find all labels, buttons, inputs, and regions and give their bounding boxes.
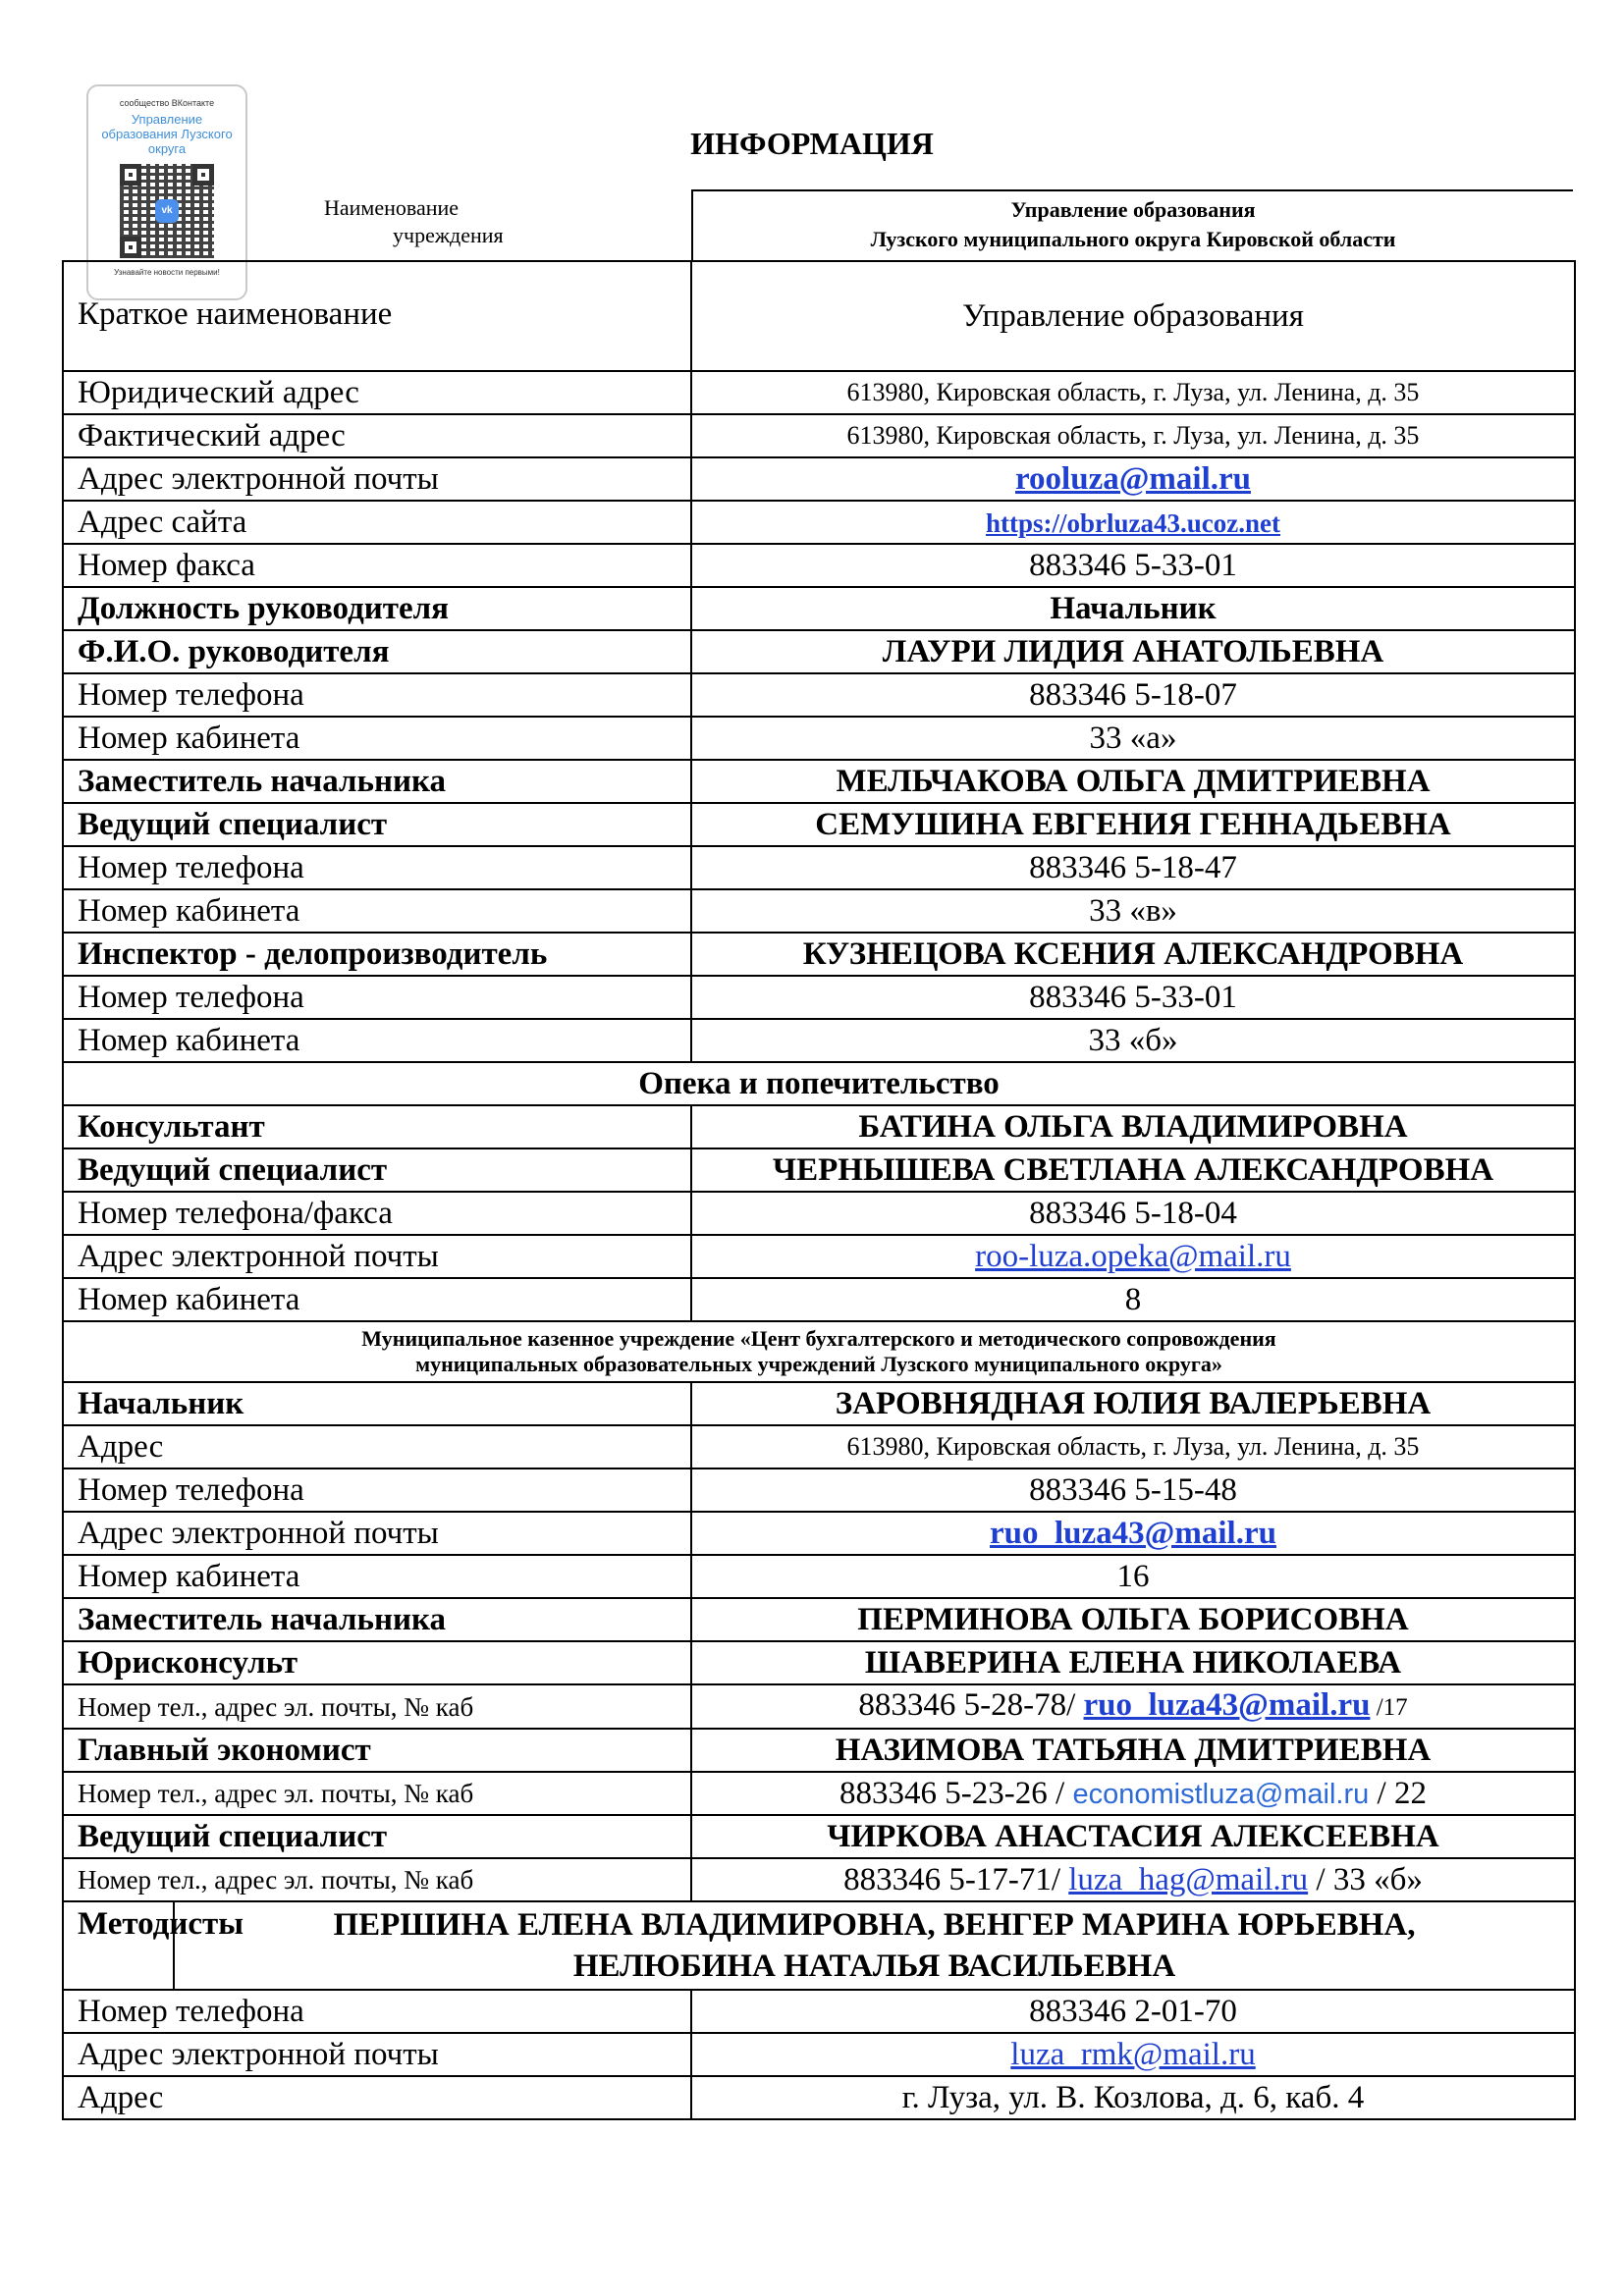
- table-row: [63, 1641, 1575, 1684]
- accounting-phone-label: Номер телефона: [63, 1468, 691, 1512]
- table-row: [63, 1425, 1575, 1468]
- inspector-room-value: 33 «б»: [691, 1019, 1575, 1062]
- accounting-email-link[interactable]: ruo_luza43@mail.ru: [990, 1516, 1276, 1551]
- guardianship-lead-spec-label: Ведущий специалист: [63, 1148, 691, 1192]
- lead-spec-value: СЕМУШИНА ЕВГЕНИЯ ГЕННАДЬЕВНА: [691, 803, 1575, 846]
- info-table: [62, 260, 1576, 2120]
- economist-phone: 883346 5-23-26 /: [839, 1775, 1073, 1811]
- lead-spec-phone-label: Номер телефона: [63, 846, 691, 889]
- table-row: [63, 1772, 1575, 1815]
- accounting-address-label: Адрес: [63, 1425, 691, 1468]
- table-row: [63, 1105, 1575, 1148]
- method-email-label: Адрес электронной почты: [63, 2033, 691, 2076]
- table-row: [63, 1321, 1575, 1382]
- qr-finder-icon: [120, 164, 141, 186]
- lawyer-contacts-value: [691, 1684, 1575, 1729]
- table-row: [63, 1512, 1575, 1555]
- accounting-lead-spec-value: ЧИРКОВА АНАСТАСИЯ АЛЕКСЕЕВНА: [691, 1815, 1575, 1858]
- accounting-section-title: [63, 1321, 1575, 1382]
- consultant-value: БАТИНА ОЛЬГА ВЛАДИМИРОВНА: [691, 1105, 1575, 1148]
- method-phone-value: 883346 2-01-70: [691, 1990, 1575, 2033]
- institution-label-line1: Наименование: [324, 195, 460, 220]
- lead-spec-label: Ведущий специалист: [63, 803, 691, 846]
- vk-icon: vk: [155, 199, 179, 223]
- accounting-head-value: ЗАРОВНЯДНАЯ ЮЛИЯ ВАЛЕРЬЕВНА: [691, 1382, 1575, 1425]
- qr-code-icon[interactable]: [120, 164, 214, 258]
- deputy-value: МЕЛЬЧАКОВА ОЛЬГА ДМИТРИЕВНА: [691, 760, 1575, 803]
- guardianship-phone-value: 883346 5-18-04: [691, 1192, 1575, 1235]
- lead-spec-room-label: Номер кабинета: [63, 889, 691, 933]
- head-name-label: Ф.И.О. руководителя: [63, 630, 691, 673]
- lawyer-room: /17: [1370, 1694, 1408, 1721]
- guardianship-email-link[interactable]: roo-luza.opeka@mail.ru: [975, 1239, 1291, 1274]
- table-row: [63, 501, 1575, 544]
- fax-value: 883346 5-33-01: [691, 544, 1575, 587]
- lawyer-email-link[interactable]: ruo_luza43@mail.ru: [1083, 1687, 1371, 1723]
- economist-email-link[interactable]: economistluza@mail.ru: [1072, 1778, 1370, 1810]
- methodists-label: Методисты: [63, 1901, 174, 1990]
- table-row: [63, 1382, 1575, 1425]
- table-row: [63, 1555, 1575, 1598]
- method-phone-label: Номер телефона: [63, 1990, 691, 2033]
- lead-spec-phone-value: 883346 5-18-47: [691, 846, 1575, 889]
- head-position-value: Начальник: [691, 587, 1575, 630]
- deputy-label: Заместитель начальника: [63, 760, 691, 803]
- table-row: [63, 717, 1575, 760]
- table-row: [63, 889, 1575, 933]
- table-row: [63, 760, 1575, 803]
- economist-room: / 22: [1369, 1775, 1427, 1811]
- inspector-value: КУЗНЕЦОВА КСЕНИЯ АЛЕКСАНДРОВНА: [691, 933, 1575, 976]
- table-row: [63, 1684, 1575, 1729]
- qr-finder-icon: [120, 237, 141, 258]
- guardianship-email-label: Адрес электронной почты: [63, 1235, 691, 1278]
- table-row: [63, 2033, 1575, 2076]
- lead-spec-phone: 883346 5-17-71/: [843, 1862, 1069, 1897]
- economist-contacts-label: Номер тел., адрес эл. почты, № каб: [63, 1772, 691, 1815]
- accounting-title-line1: Муниципальное казенное учреждение «Цент бухгалтерского и методического сопровождения: [361, 1326, 1276, 1351]
- table-row: [63, 1990, 1575, 2033]
- head-room-value: 33 «а»: [691, 717, 1575, 760]
- economist-label: Главный экономист: [63, 1729, 691, 1772]
- inspector-phone-label: Номер телефона: [63, 976, 691, 1019]
- lead-spec-room: / 33 «б»: [1308, 1862, 1423, 1897]
- inspector-phone-value: 883346 5-33-01: [691, 976, 1575, 1019]
- site-label: Адрес сайта: [63, 501, 691, 544]
- accounting-head-label: Начальник: [63, 1382, 691, 1425]
- accounting-title-line2: муниципальных образовательных учреждений Лузского муниципального округа»: [415, 1352, 1222, 1376]
- table-row: [63, 803, 1575, 846]
- methodists-line1: ПЕРШИНА ЕЛЕНА ВЛАДИМИРОВНА, ВЕНГЕР МАРИНА ЮРЬЕВНА,: [333, 1907, 1416, 1943]
- table-row: [63, 457, 1575, 501]
- table-row: [63, 1148, 1575, 1192]
- accounting-deputy-label: Заместитель начальника: [63, 1598, 691, 1641]
- table-row: [63, 1192, 1575, 1235]
- table-row: [63, 1019, 1575, 1062]
- lawyer-contacts-label: Номер тел., адрес эл. почты, № каб: [63, 1684, 691, 1729]
- accounting-email-label: Адрес электронной почты: [63, 1512, 691, 1555]
- head-phone-label: Номер телефона: [63, 673, 691, 717]
- lead-spec-contacts-value: [691, 1858, 1575, 1901]
- site-link[interactable]: https://obrluza43.ucoz.net: [986, 507, 1280, 538]
- table-row: [63, 630, 1575, 673]
- table-row: [63, 544, 1575, 587]
- method-address-value: г. Луза, ул. В. Козлова, д. 6, каб. 4: [691, 2076, 1575, 2119]
- table-row: [63, 933, 1575, 976]
- consultant-label: Консультант: [63, 1105, 691, 1148]
- lead-spec-email-link[interactable]: luza_hag@mail.ru: [1068, 1862, 1309, 1897]
- head-position-label: Должность руководителя: [63, 587, 691, 630]
- head-room-label: Номер кабинета: [63, 717, 691, 760]
- accounting-address-value: 613980, Кировская область, г. Луза, ул. Ленина, д. 35: [691, 1425, 1575, 1468]
- lawyer-label: Юрисконсульт: [63, 1641, 691, 1684]
- table-row: [63, 261, 1575, 371]
- table-row: [63, 2076, 1575, 2119]
- qr-top-text: сообщество ВКонтакте: [119, 98, 215, 108]
- accounting-deputy-value: ПЕРМИНОВА ОЛЬГА БОРИСОВНА: [691, 1598, 1575, 1641]
- inspector-label: Инспектор - делопроизводитель: [63, 933, 691, 976]
- institution-label: [324, 194, 579, 249]
- table-row: [63, 1729, 1575, 1772]
- legal-address-label: Юридический адрес: [63, 371, 691, 414]
- qr-title: Управление образования Лузского округа: [101, 112, 233, 156]
- email-link[interactable]: rooluza@mail.ru: [1015, 461, 1251, 497]
- institution-name: [691, 189, 1573, 260]
- guardianship-lead-spec-value: ЧЕРНЫШЕВА СВЕТЛАНА АЛЕКСАНДРОВНА: [691, 1148, 1575, 1192]
- qr-finder-icon: [192, 164, 214, 186]
- fax-label: Номер факса: [63, 544, 691, 587]
- page-title: ИНФОРМАЦИЯ: [690, 126, 934, 161]
- table-row: [63, 1815, 1575, 1858]
- table-row: [63, 1468, 1575, 1512]
- table-row: [63, 846, 1575, 889]
- lawyer-phone: 883346 5-28-78/: [858, 1687, 1084, 1723]
- table-row: [63, 1598, 1575, 1641]
- institution-name-line2: Лузского муниципального округа Кировской области: [870, 227, 1396, 251]
- table-row: [63, 1858, 1575, 1901]
- actual-address-label: Фактический адрес: [63, 414, 691, 457]
- method-address-label: Адрес: [63, 2076, 691, 2119]
- accounting-room-value: 16: [691, 1555, 1575, 1598]
- table-row: [63, 587, 1575, 630]
- lead-spec-contacts-label: Номер тел., адрес эл. почты, № каб: [63, 1858, 691, 1901]
- accounting-room-label: Номер кабинета: [63, 1555, 691, 1598]
- table-row: [63, 1901, 1575, 1990]
- accounting-lead-spec-label: Ведущий специалист: [63, 1815, 691, 1858]
- legal-address-value: 613980, Кировская область, г. Луза, ул. Ленина, д. 35: [691, 371, 1575, 414]
- short-name-value: Управление образования: [691, 261, 1575, 371]
- qr-bottom-text: Узнавайте новости первыми!: [114, 268, 220, 277]
- guardianship-room-value: 8: [691, 1278, 1575, 1321]
- institution-name-line1: Управление образования: [1010, 197, 1256, 222]
- actual-address-value: 613980, Кировская область, г. Луза, ул. Ленина, д. 35: [691, 414, 1575, 457]
- head-phone-value: 883346 5-18-07: [691, 673, 1575, 717]
- email-label: Адрес электронной почты: [63, 457, 691, 501]
- guardianship-phone-label: Номер телефона/факса: [63, 1192, 691, 1235]
- table-row: [63, 371, 1575, 414]
- lawyer-value: ШАВЕРИНА ЕЛЕНА НИКОЛАЕВА: [691, 1641, 1575, 1684]
- methodists-value: [174, 1901, 1575, 1990]
- method-email-link[interactable]: luza_rmk@mail.ru: [1010, 2037, 1256, 2072]
- table-row: [63, 1062, 1575, 1105]
- table-row: [63, 673, 1575, 717]
- guardianship-section-title: Опека и попечительство: [63, 1062, 1575, 1105]
- head-name-value: ЛАУРИ ЛИДИЯ АНАТОЛЬЕВНА: [691, 630, 1575, 673]
- methodists-line2: НЕЛЮБИНА НАТАЛЬЯ ВАСИЛЬЕВНА: [572, 1949, 1176, 1984]
- economist-contacts-value: [691, 1772, 1575, 1815]
- inspector-room-label: Номер кабинета: [63, 1019, 691, 1062]
- short-name-label: Краткое наименование: [63, 261, 691, 371]
- table-row: [63, 1235, 1575, 1278]
- lead-spec-room-value: 33 «в»: [691, 889, 1575, 933]
- table-row: [63, 414, 1575, 457]
- table-row: [63, 976, 1575, 1019]
- institution-label-line2: учреждения: [393, 223, 504, 247]
- table-row: [63, 1278, 1575, 1321]
- accounting-phone-value: 883346 5-15-48: [691, 1468, 1575, 1512]
- guardianship-room-label: Номер кабинета: [63, 1278, 691, 1321]
- economist-value: НАЗИМОВА ТАТЬЯНА ДМИТРИЕВНА: [691, 1729, 1575, 1772]
